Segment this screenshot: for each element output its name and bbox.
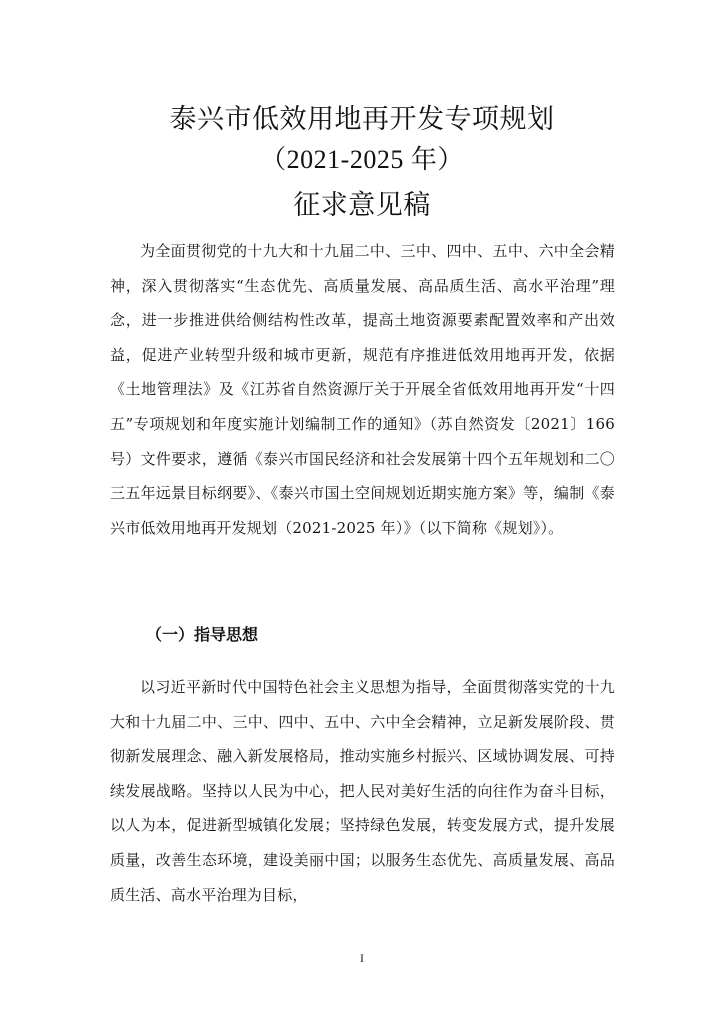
document-title: 泰兴市低效用地再开发专项规划 — [169, 104, 555, 135]
document-period: （2021-2025 年） — [260, 145, 464, 174]
intro-paragraph: 为全面贯彻党的十九大和十九届二中、三中、四中、五中、六中全会精神，深入贯彻落实“生态优先、高质量发展、高品质生活、高水平治理”理念，进一步推进供给侧结构性改革，提高土地资源要素配置效率和产出效益，促进产业转型升级和城市更新，规范有序推进低效用地再开发，依据《土地管理法》及《江苏省自然资源厅关于开展全省低效用地再开发“十四五”专项规划和年度实施计划编制工作的通知》（苏自然资发〔2021〕166 号）文件要求，遵循《泰兴市国民经济和社会发展第十四个五年规划和二〇三五年远景目标纲要》、《泰兴市国土空间规划近期实施方案》等，编制《泰兴市低效用地再开发规划（2021-2025 年）》（以下简称《规划》）。 — [110, 242, 615, 537]
page-number: I — [360, 951, 364, 965]
section-heading: （一）指导思想 — [146, 625, 259, 644]
document-status: 征求意见稿 — [293, 190, 431, 221]
section-paragraph: 以习近平新时代中国特色社会主义思想为指导，全面贯彻落实党的十九大和十九届二中、三中、四中、五中、六中全会精神，立足新发展阶段、贯彻新发展理念、融入新发展格局，推动实施乡村振兴、区域协调发展、可持续发展战略。坚持以人民为中心，把人民对美好生活的向往作为奋斗目标，以人为本，促进新型城镇化发展；坚持绿色发展，转变发展方式，提升发展质量，改善生态环境，建设美丽中国；以服务生态优先、高质量发展、高品质生活、高水平治理为目标， — [110, 678, 615, 904]
